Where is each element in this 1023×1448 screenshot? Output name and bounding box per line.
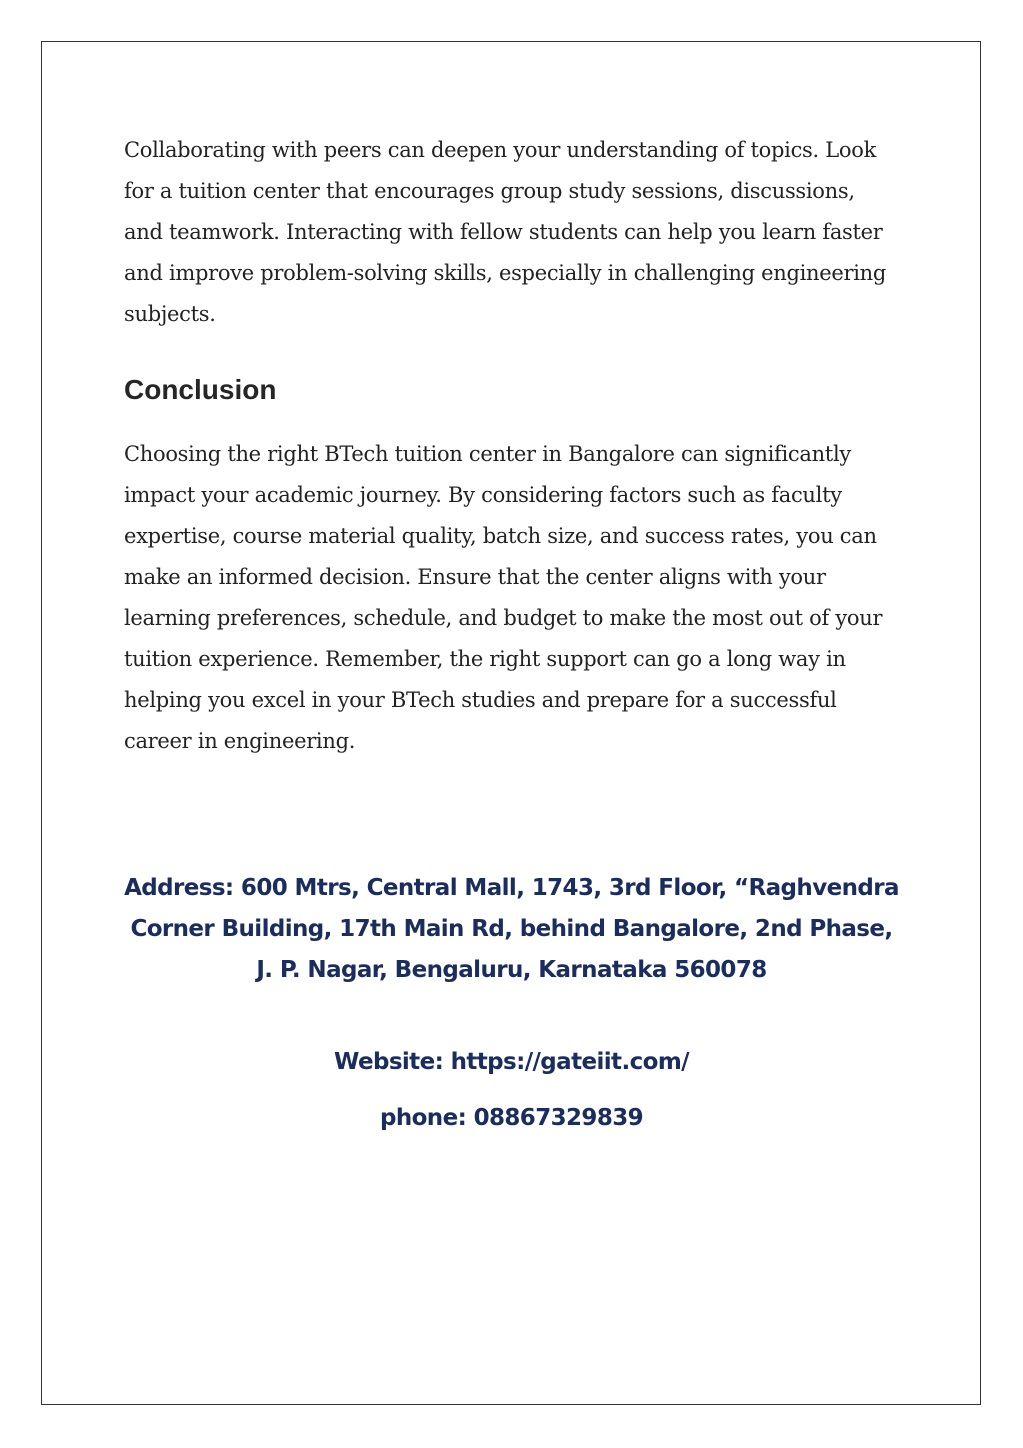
phone-text: phone: 08867329839	[379, 1105, 644, 1131]
address-text: Address: 600 Mtrs, Central Mall, 1743, 3rd Floor, “Raghvendra Corner Building, 17th Main Rd, behind Bangalore, 2nd Phase, J. P. Nagar, Bengaluru, Karnataka 560078	[124, 875, 899, 983]
website-text[interactable]: Website: https://gateiit.com/	[334, 1049, 689, 1075]
conclusion-paragraph: Choosing the right BTech tuition center in Bangalore can significantly impact your academic journey. By considering factors such as faculty expertise, course material quality, batch size, and success rates, you can make an informed decision. Ensure that the center aligns with your learning preferences, schedule, and budget to make the most out of your tuition experience. Remember, the right support can go a long way in helping you excel in your BTech studies and prepare for a successful career in engineering.	[124, 442, 883, 753]
conclusion-heading: Conclusion	[124, 374, 277, 405]
collaboration-paragraph: Collaborating with peers can deepen your understanding of topics. Look for a tuition center that encourages group study sessions, discussions, and teamwork. Interacting with fellow students can help you learn faster and improve problem-solving skills, especially in challenging engineering subjects.	[124, 138, 887, 326]
